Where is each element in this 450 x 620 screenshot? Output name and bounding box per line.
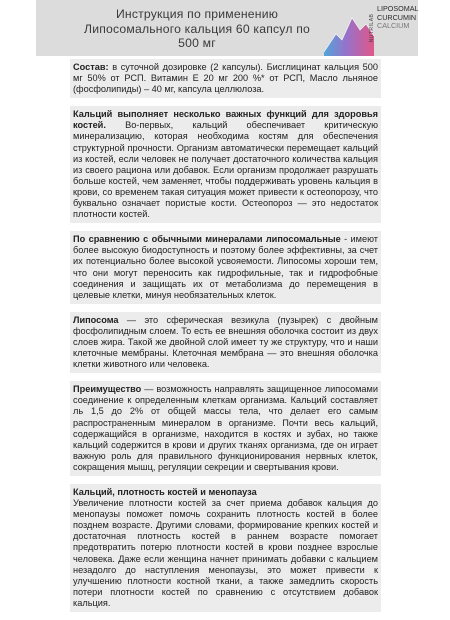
section-text: — возможность направлять защищенное липосомами соединение к определенным клеткам организма. Кальций составляет ль 1,5 до 2% от общей массы тела, что делает его самым распространенным минералом в организме. Почти весь кальций, содержащийся в организме, находится в костях и зубах, но также кальций содержится в крови и других тканях организма, где он играет важную роль для правильного функционирования нервных клеток, сокращения мышц, регуляции секреции и свертывания крови.: [73, 384, 378, 472]
section-heading: Кальций выполняет несколько важных функций для здоровья костей.: [73, 109, 378, 131]
section-heading: Преимущество: [73, 384, 142, 395]
section-text: - имеют более высокую биодоступность и поэтому более эффективны, за счет их потенциально более высокой усвояемости. Липосомы хороши тем, что они могут переносить как гидрофильные, так и гидрофобные соединения и защищать их от метаболизма до перемещения в целевые клетки, минуя необязательных клеток.: [73, 234, 378, 300]
section-liposome: [70, 312, 381, 373]
section-menopause: [70, 484, 381, 612]
section-heading: Кальций, плотность костей и менопауза: [73, 487, 257, 497]
section-heading: Липосома: [73, 314, 119, 325]
instruction-content: [70, 59, 381, 620]
section-composition: [70, 59, 381, 98]
section-text: — это сферическая везикула (пузырек) с двойным фосфолипидным слоем. То есть ее внешняя оболочка состоит из двух слоев жира. Такой же двойной слой имеет ту же структуру, что и наши клеточные мембраны. Клеточная мембрана — это внешняя оболочка клетки животного или человека.: [73, 314, 378, 370]
brand-line-1: LIPOSOMAL: [377, 4, 419, 13]
section-text: в суточной дозировке (2 капсулы). Бисглицинат кальция 500 мг 50% от РСП. Витамин Е 20 мг 200 %* от РСП, Масло льняное (фосфолипиды) – 40 мг, капсула целлюлоза.: [73, 62, 378, 95]
section-text: Во-первых, кальций обеспечивает критическую минерализацию, которая необходима костям для обеспечения структурной прочности. Организм автоматически перемещает кальций из костей, если человек не получает достаточного количества кальция из своего рациона или добавок. Если организм продолжает разрушать больше костей, чем заменяет, чтобы поддерживать уровень кальция в крови, со временем такая ситуация может привести к остеопорозу, что буквально означает пористые кости. Остеопороз — это недостаток плотности костей.: [73, 120, 378, 220]
section-advantage: [70, 381, 381, 476]
section-text: Увеличение плотности костей за счет приема добавок кальция до менопаузы поможет помочь сохранить плотность костей в более позднем возрасте. Другими словами, формирование крепких костей и достаточная плотность костей в раннем возрасте помогает предотвратить потерю плотности костей в крови позднее взрослые человека. Даже если женщина начнет принимать добавки с кальцием незадолго до наступления менопаузы, это может привести к улучшению плотности костной ткани, а также замедлить скорость потери плотности костей по сравнению с отсутствием добавок кальция.: [73, 498, 378, 608]
brand-product-name: [377, 5, 419, 31]
section-heading: Состав:: [73, 62, 109, 72]
section-liposomal-comparison: [70, 231, 381, 304]
header-banner: [0, 0, 450, 56]
section-calcium-functions: [70, 106, 381, 223]
page-title: Инструкция по применению Липосомального кальция 60 капсул по 500 мг: [84, 7, 310, 51]
brand-vertical-label: NUTRILAB: [368, 13, 375, 43]
brand-line-2: CURCUMIN: [377, 12, 417, 22]
brand-line-3: CALCIUM: [377, 21, 410, 30]
section-heading: По сравнению с обычными минералами липосомальные: [73, 234, 341, 245]
